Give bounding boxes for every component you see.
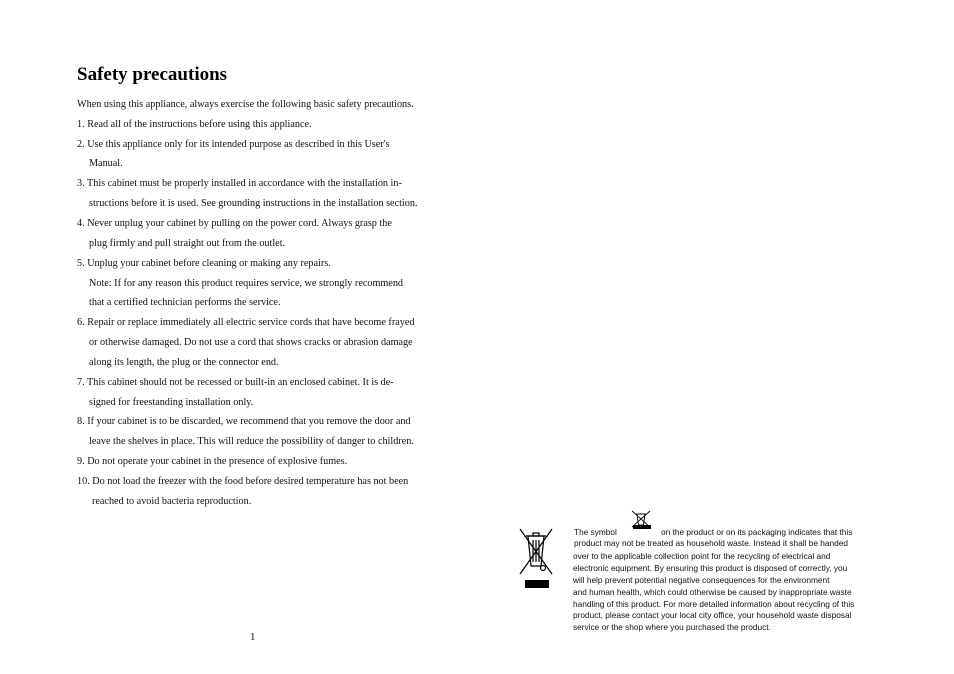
item-3-cont: structions before it is used. See grounding instructions in the installation section.	[89, 198, 418, 209]
notice-line: electronic equipment. By ensuring this product is disposed of correctly, you	[573, 563, 848, 573]
item-6-cont: or otherwise damaged. Do not use a cord that shows cracks or abrasion damage	[89, 337, 413, 348]
item-5: 5. Unplug your cabinet before cleaning or making any repairs.	[77, 258, 331, 269]
item-10-cont: reached to avoid bacteria reproduction.	[92, 496, 252, 507]
notice-line: service or the shop where you purchased the product.	[573, 622, 771, 632]
notice-line: over to the applicable collection point for the recycling of electrical and	[573, 551, 831, 561]
notice-line: will help prevent potential negative consequences for the environment	[573, 575, 830, 585]
page-title: Safety precautions	[77, 64, 228, 85]
item-6-cont-2: along its length, the plug or the connector end.	[89, 357, 279, 368]
note-line: Note: If for any reason this product requires service, we strongly recommend	[89, 278, 404, 289]
item-2: 2. Use this appliance only for its intended purpose as described in this User's	[77, 139, 390, 150]
item-8: 8. If your cabinet is to be discarded, we recommend that you remove the door and	[77, 416, 411, 427]
item-7-cont: signed for freestanding installation only.	[89, 397, 254, 408]
notice-line: and human health, which could otherwise be caused by inappropriate waste	[573, 587, 852, 597]
item-1: 1. Read all of the instructions before using this appliance.	[77, 119, 312, 130]
notice-line: handling of this product. For more detailed information about recycling of this	[573, 599, 855, 609]
page-number: 1	[250, 631, 256, 643]
item-9: 9. Do not operate your cabinet in the presence of explosive fumes.	[77, 456, 348, 467]
item-6: 6. Repair or replace immediately all electric service cords that have become frayed	[77, 317, 415, 328]
notice-line: product, please contact your local city office, your household waste disposal	[573, 610, 852, 620]
notice-symbol-after: on the product or on its packaging indicates that this	[661, 527, 853, 537]
item-3: 3. This cabinet must be properly installed in accordance with the installation in-	[77, 178, 402, 189]
intro-line: When using this appliance, always exercise the following basic safety precautions.	[77, 99, 414, 110]
item-8-cont: leave the shelves in place. This will reduce the possibility of danger to children.	[89, 436, 414, 447]
item-4-cont: plug firmly and pull straight out from the outlet.	[89, 238, 286, 249]
item-2-cont: Manual.	[89, 158, 123, 169]
item-10: 10. Do not load the freezer with the food before desired temperature has not been	[77, 476, 409, 487]
black-bar-mark	[525, 580, 549, 588]
small-black-bar-mark	[633, 525, 651, 529]
item-4: 4. Never unplug your cabinet by pulling on the power cord. Always grasp the	[77, 218, 392, 229]
notice-line: product may not be treated as household waste. Instead it shall be handed	[574, 538, 848, 548]
notice-symbol-before: The symbol	[574, 527, 617, 537]
item-7: 7. This cabinet should not be recessed or built-in an enclosed cabinet. It is de-	[77, 377, 394, 388]
crossed-out-wheeled-bin-icon	[518, 526, 554, 576]
note-line-cont: that a certified technician performs the service.	[89, 297, 281, 308]
